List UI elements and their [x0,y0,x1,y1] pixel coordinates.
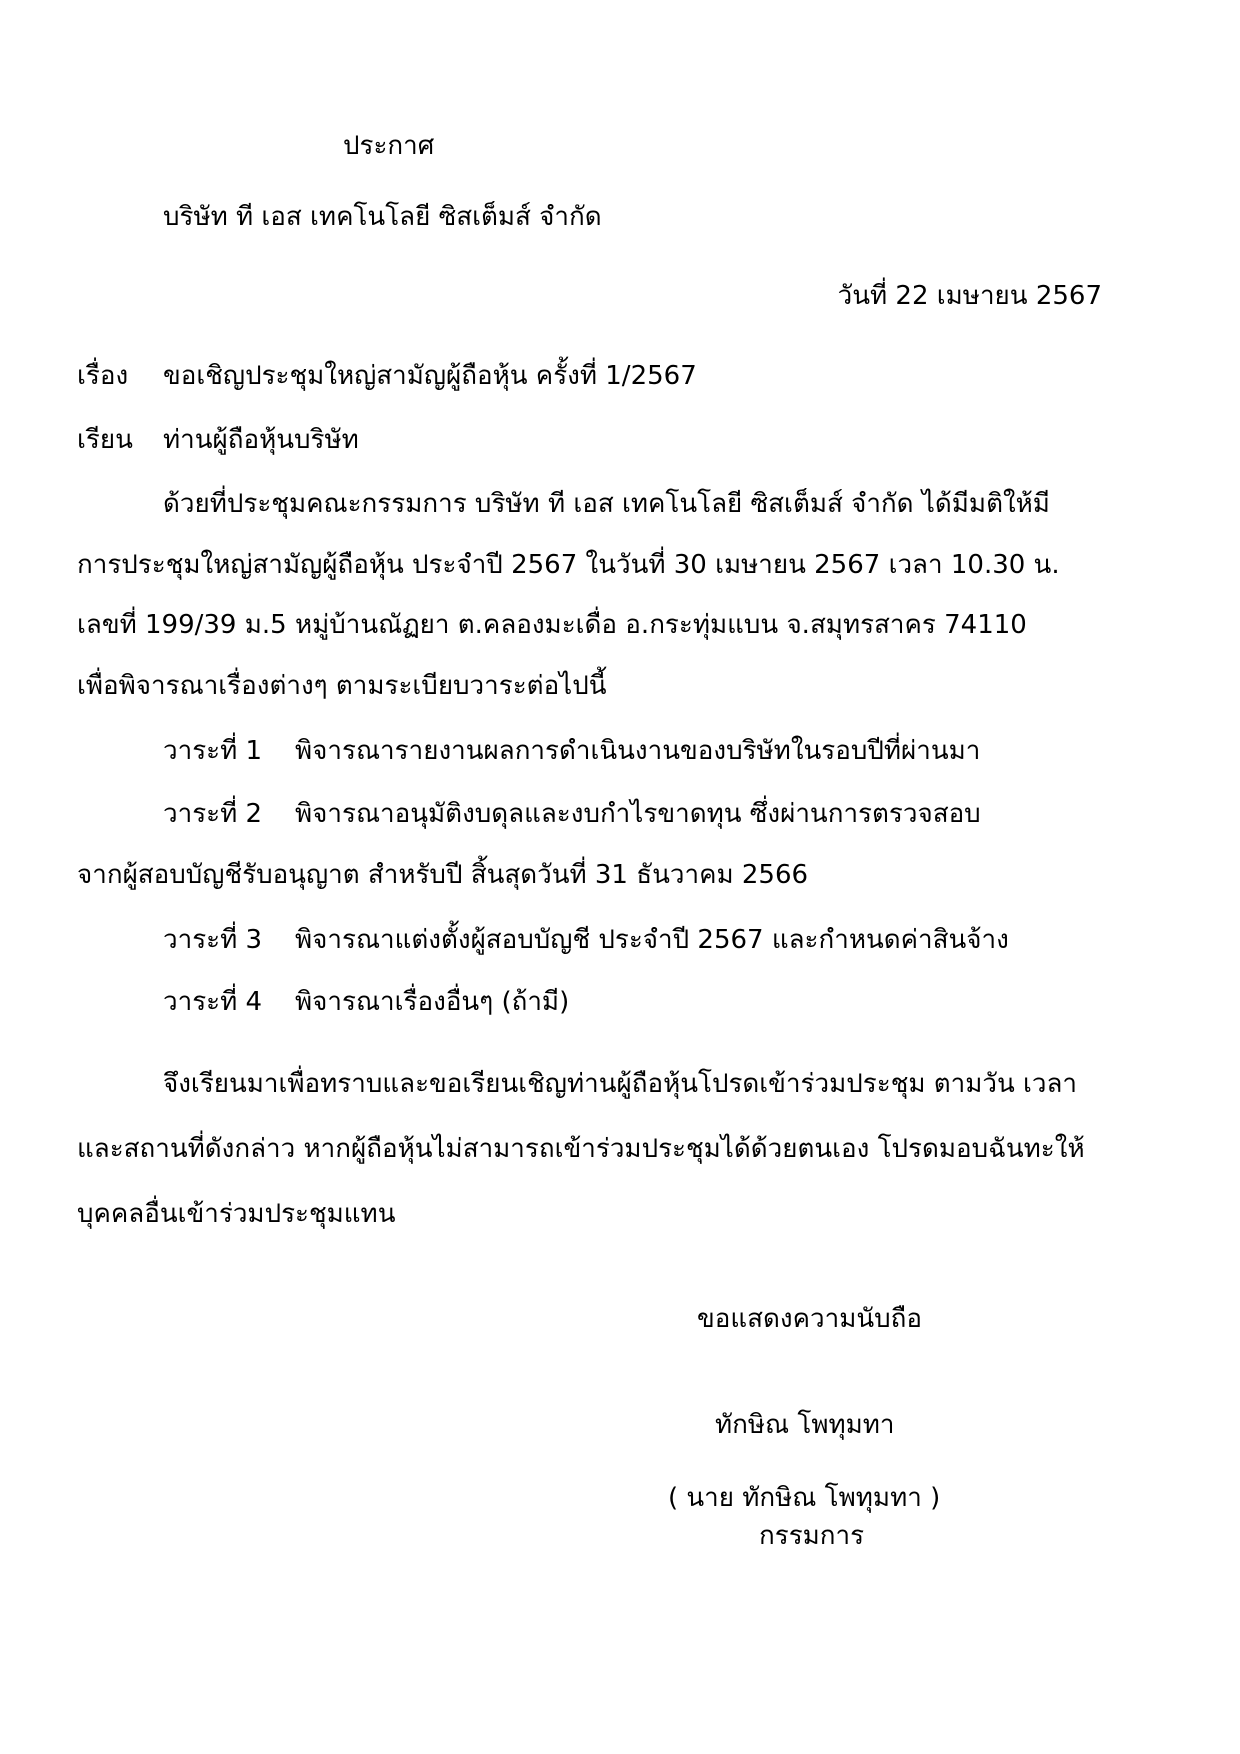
agenda-3-label: วาระที่ 3 [163,925,263,955]
intro-line-3: เลขที่ 199/39 ม.5 หมู่บ้านณัฏยา ต.คลองมะเดื่อ อ.กระทุ่มแบน จ.สมุทรสาคร 74110 [77,610,1027,640]
intro-line-2: การประชุมใหญ่สามัญผู้ถือหุ้น ประจำปี 2567 ในวันที่ 30 เมษายน 2567 เวลา 10.30 น. [77,550,1060,580]
subject-text: ขอเชิญประชุมใหญ่สามัญผู้ถือหุ้น ครั้งที่ 1/2567 [163,361,697,391]
agenda-2-label: วาระที่ 2 [163,799,263,829]
closing-line-2: และสถานที่ดังกล่าว หากผู้ถือหุ้นไม่สามารถเข้าร่วมประชุมได้ด้วยตนเอง โปรดมอบฉันทะให้ [77,1134,1085,1164]
intro-line-1: ด้วยที่ประชุมคณะกรรมการ บริษัท ที เอส เทคโนโลยี ซิสเต็มส์ จำกัด ได้มีมติให้มี [163,489,1050,519]
agenda-4-text: พิจารณาเรื่องอื่นๆ (ถ้ามี) [295,987,570,1017]
printed-name: ( นาย ทักษิณ โพทุมทา ) [668,1483,941,1513]
announcement-title: ประกาศ [343,131,435,161]
signature-name: ทักษิณ โพทุมทา [715,1410,895,1440]
closing-line-3: บุคคลอื่นเข้าร่วมประชุมแทน [77,1199,396,1229]
closing-line-1: จึงเรียนมาเพื่อทราบและขอเรียนเชิญท่านผู้ถือหุ้นโปรดเข้าร่วมประชุม ตามวัน เวลา [163,1069,1078,1099]
company-name: บริษัท ที เอส เทคโนโลยี ซิสเต็มส์ จำกัด [163,202,602,232]
agenda-1-text: พิจารณารายงานผลการดำเนินงานของบริษัทในรอบปีที่ผ่านมา [295,736,981,766]
recipient-label: เรียน [77,425,133,455]
agenda-4-label: วาระที่ 4 [163,987,263,1017]
agenda-2-continuation: จากผู้สอบบัญชีรับอนุญาต สำหรับปี สิ้นสุดวันที่ 31 ธันวาคม 2566 [77,860,809,890]
agenda-2-text: พิจารณาอนุมัติงบดุลและงบกำไรขาดทุน ซึ่งผ่านการตรวจสอบ [295,799,981,829]
intro-line-4: เพื่อพิจารณาเรื่องต่างๆ ตามระเบียบวาระต่อไปนี้ [77,671,607,701]
signatory-position: กรรมการ [759,1521,865,1551]
subject-label: เรื่อง [77,361,129,391]
document-date: วันที่ 22 เมษายน 2567 [837,281,1102,311]
signature-closing: ขอแสดงความนับถือ [697,1304,922,1334]
recipient-text: ท่านผู้ถือหุ้นบริษัท [163,425,359,455]
agenda-1-label: วาระที่ 1 [163,736,263,766]
agenda-3-text: พิจารณาแต่งตั้งผู้สอบบัญชี ประจำปี 2567 และกำหนดค่าสินจ้าง [295,925,1009,955]
